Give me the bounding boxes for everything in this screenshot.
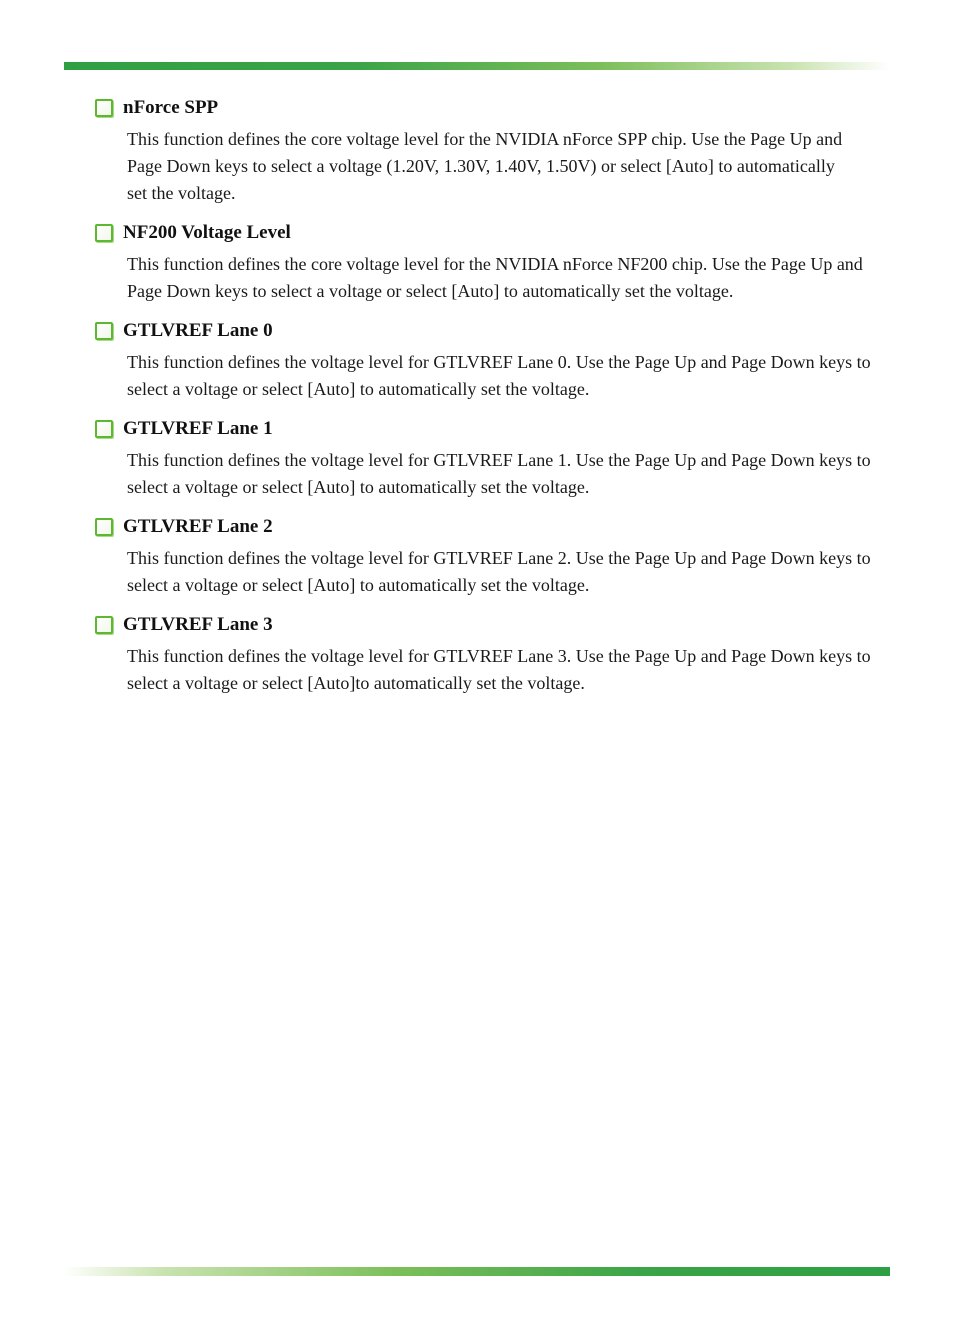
section-title: GTLVREF Lane 2 bbox=[123, 516, 273, 537]
section-title: GTLVREF Lane 3 bbox=[123, 614, 273, 635]
section-heading bbox=[95, 219, 895, 247]
section-description: This function defines the voltage level for GTLVREF Lane 1. Use the Page Up and Page Down keys to select a voltage or select [Auto] to automatically set the voltage. bbox=[127, 450, 871, 497]
section-nf200-voltage-level bbox=[95, 219, 895, 305]
checkbox-icon bbox=[95, 224, 113, 242]
section-description: This function defines the core voltage level for the NVIDIA nForce SPP chip. Use the Page Up and Page Down keys to select a voltage (1.20V, 1.30V, 1.40V, 1.50V) or select [Auto] to automatically set the voltage. bbox=[127, 129, 843, 203]
checkbox-icon bbox=[95, 420, 113, 438]
section-gtlvref-lane-1 bbox=[95, 415, 895, 501]
section-description: This function defines the core voltage level for the NVIDIA nForce NF200 chip. Use the Page Up and Page Down keys to select a voltage or select [Auto] to automatically set the voltage. bbox=[127, 254, 863, 301]
section-gtlvref-lane-0 bbox=[95, 317, 895, 403]
section-gtlvref-lane-3 bbox=[95, 611, 895, 697]
section-title: nForce SPP bbox=[123, 97, 219, 118]
section-heading bbox=[95, 94, 895, 122]
footer-gradient-bar bbox=[64, 1267, 890, 1276]
section-description: This function defines the voltage level for GTLVREF Lane 0. Use the Page Up and Page Down keys to select a voltage or select [Auto] to automatically set the voltage. bbox=[127, 352, 871, 399]
section-title: GTLVREF Lane 0 bbox=[123, 320, 273, 341]
section-description: This function defines the voltage level for GTLVREF Lane 2. Use the Page Up and Page Down keys to select a voltage or select [Auto] to automatically set the voltage. bbox=[127, 548, 871, 595]
checkbox-icon bbox=[95, 616, 113, 634]
section-heading bbox=[95, 611, 895, 639]
section-heading bbox=[95, 317, 895, 345]
checkbox-icon bbox=[95, 518, 113, 536]
checkbox-icon bbox=[95, 322, 113, 340]
section-nforce-spp bbox=[95, 94, 895, 207]
section-title: NF200 Voltage Level bbox=[123, 222, 291, 243]
section-heading bbox=[95, 415, 895, 443]
section-title: GTLVREF Lane 1 bbox=[123, 418, 273, 439]
section-heading bbox=[95, 513, 895, 541]
header-gradient-bar bbox=[64, 62, 890, 70]
document-content bbox=[95, 94, 895, 709]
section-description: This function defines the voltage level for GTLVREF Lane 3. Use the Page Up and Page Down keys to select a voltage or select [Auto]to automatically set the voltage. bbox=[127, 646, 871, 693]
checkbox-icon bbox=[95, 99, 113, 117]
section-gtlvref-lane-2 bbox=[95, 513, 895, 599]
